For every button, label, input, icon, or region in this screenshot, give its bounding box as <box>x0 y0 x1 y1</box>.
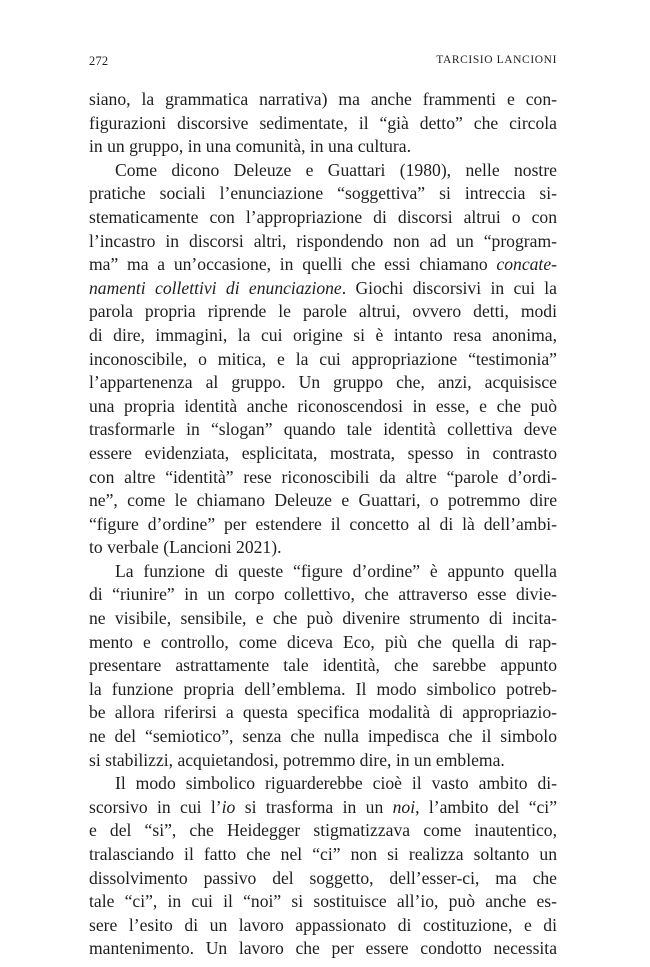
text-line: mento e controllo, come diceva Eco, più che quella di rap- <box>89 631 557 652</box>
text-line: Il modo simbolico riguarderebbe cioè il vasto ambito di- <box>115 773 557 794</box>
text-line: figurazioni discorsive sedimentate, il “già detto” che circola <box>89 112 557 133</box>
text-line: namenti collettivi di enunciazione. Giochi discorsivi in cui la <box>89 277 557 298</box>
text-line: pratiche sociali l’enunciazione “soggettiva” si intreccia si- <box>89 183 557 204</box>
text-line: di dire, immagini, la cui origine si è intanto resa anonima, <box>89 324 557 345</box>
text-line: tale “ci”, in cui il “noi” si sostituisce all’io, può anche es- <box>89 891 557 912</box>
text-line: in un gruppo, in una comunità, in una cultura. <box>89 136 411 157</box>
page-number: 272 <box>89 54 109 68</box>
text-line: siano, la grammatica narrativa) ma anche frammenti e con- <box>89 89 557 109</box>
text-line: Come dicono Deleuze e Guattari (1980), nelle nostre <box>115 159 557 180</box>
text-line: dissolvimento passivo del soggetto, dell’esser-ci, ma che <box>89 867 557 888</box>
text-line: essere evidenziata, esplicitata, mostrata, spesso in contrasto <box>89 442 557 463</box>
text-line: e del “si”, che Heidegger stigmatizzava come inautentico, <box>89 820 557 841</box>
text-line: stematicamente con l’appropriazione di discorsi altrui o con <box>89 206 557 227</box>
text-line: si stabilizzi, acquietandosi, potremmo dire, in un emblema. <box>89 749 505 770</box>
text-line: ne”, come le chiamano Deleuze e Guattari, o potremmo dire <box>89 490 557 511</box>
text-line: l’appartenenza al gruppo. Un gruppo che, anzi, acquisisce <box>89 372 557 393</box>
text-line: La funzione di queste “figure d’ordine” è appunto quella <box>115 560 557 581</box>
text-line: con altre “identità” rese riconoscibili da altre “parole d’ordi- <box>89 466 557 487</box>
text-line: sere l’esito di un lavoro appassionato di costituzione, e di <box>89 914 557 935</box>
body-text <box>89 88 557 961</box>
text-line: ne del “semiotico”, senza che nulla impedisca che il simbolo <box>89 726 557 747</box>
italic-term: noi <box>392 796 416 817</box>
text-line: mantenimento. Un lavoro che per essere condotto necessita <box>89 938 557 959</box>
text-line: l’incastro in discorsi altri, rispondendo non ad un “program- <box>89 230 557 251</box>
running-head: TARCISIO LANCIONI <box>436 54 557 66</box>
text-line: una propria identità anche riconoscendosi in esse, e che può <box>89 395 557 416</box>
text-line: scorsivo in cui l’io si trasforma in un noi, l’ambito del “ci” <box>89 796 558 817</box>
text-line: be allora riferirsi a questa specifica modalità di appropriazio- <box>89 702 557 723</box>
text-line: tralasciando il fatto che nel “ci” non si realizza soltanto un <box>89 844 557 864</box>
text-line: trasformarle in “slogan” quando tale identità collettiva deve <box>89 419 557 440</box>
text-line: to verbale (Lancioni 2021). <box>89 537 282 558</box>
text-line: parola propria riprende le parole altrui, ovvero detti, modi <box>89 301 557 322</box>
text-line: ne visibile, sensibile, e che può divenire strumento di incita- <box>89 608 557 629</box>
italic-term: namenti collettivi di enunciazione <box>89 277 342 298</box>
text-line: “figure d’ordine” per estendere il concetto al di là dell’ambi- <box>89 513 557 534</box>
text-line: la funzione propria dell’emblema. Il modo simbolico potreb- <box>89 678 557 699</box>
text-line: di “riunire” in un corpo collettivo, che attraverso esse divie- <box>89 584 557 605</box>
text-line: ma” ma a un’occasione, in quelli che essi chiamano concate- <box>89 254 557 275</box>
italic-term: io <box>221 796 236 817</box>
text-line: presentare astrattamente tale identità, che sarebbe appunto <box>89 655 557 676</box>
italic-term: concate- <box>496 254 557 275</box>
text-line: inconoscibile, o mitica, e la cui appropriazione “testimonia” <box>89 348 557 369</box>
